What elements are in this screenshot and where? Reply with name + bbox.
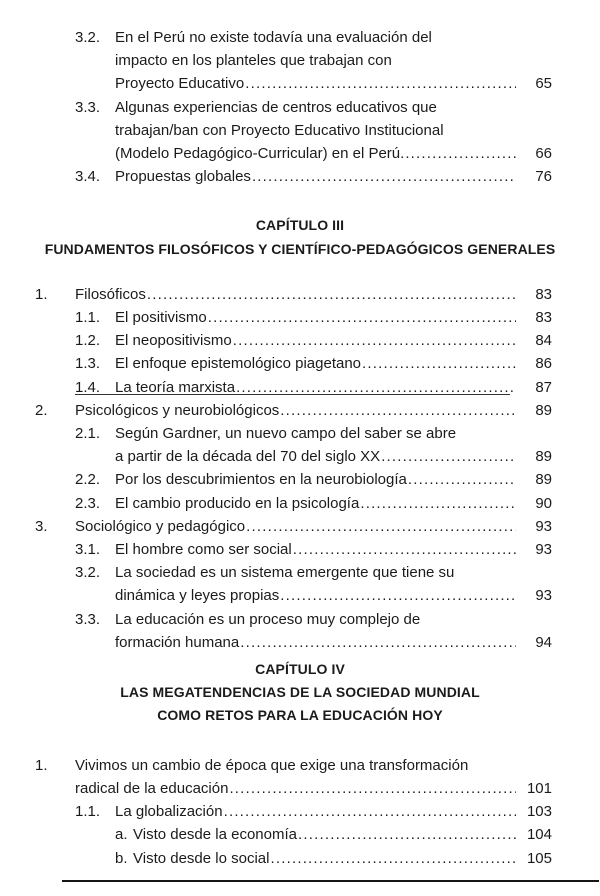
toc-entry-body <box>75 283 552 306</box>
chapter-subtitle-line: COMO RETOS PARA LA EDUCACIÓN HOY <box>157 707 443 724</box>
toc-entry-body <box>133 847 552 870</box>
toc-entry-body <box>115 538 552 561</box>
toc-entry-text: impacto en los planteles que trabajan con <box>115 52 392 70</box>
toc-entry-text: El hombre como ser social <box>115 541 292 559</box>
toc-entry <box>75 376 552 399</box>
toc-entry-lastline <box>115 445 552 468</box>
dot-leader <box>229 777 516 800</box>
toc-entry <box>75 561 552 607</box>
toc-entry-lastline <box>115 492 552 515</box>
toc-entry-text: Según Gardner, un nuevo campo del saber se abre <box>115 425 457 443</box>
toc-entry-text: El positivismo <box>115 309 207 327</box>
dot-leader <box>208 306 516 329</box>
toc-entry <box>75 492 552 515</box>
toc-entry <box>75 96 552 166</box>
toc-entry-lastline <box>115 72 552 95</box>
toc-entry-text: Propuestas globales <box>115 168 251 186</box>
toc-entry-number: 1. <box>35 756 48 774</box>
toc-entry-text: Psicológicos y neurobiológicos <box>75 401 280 419</box>
toc-entry-lastline <box>115 631 552 654</box>
toc-page-number: 103 <box>526 803 552 821</box>
toc-entry-text: El neopositivismo <box>115 332 232 350</box>
toc-entry-number: 1.2. <box>75 332 101 350</box>
toc-entry-text: (Modelo Pedagógico-Curricular) en el Perú. <box>115 145 405 163</box>
chapter-2-continuation-entries <box>35 26 552 188</box>
toc-entry <box>75 165 552 188</box>
chapter-4-heading <box>21 658 579 728</box>
toc-entry-text: formación humana <box>115 633 240 651</box>
toc-entry-body <box>115 352 552 375</box>
toc-entry-lastline <box>115 800 552 823</box>
toc-page-number: 76 <box>535 168 552 186</box>
toc-entry-number: 1.1. <box>75 803 101 821</box>
dot-leader <box>245 72 516 95</box>
toc-entry-number: 3.2. <box>75 29 101 46</box>
toc-entry-lastline <box>75 399 552 422</box>
toc-entry-number: 2.2. <box>75 471 101 489</box>
toc-entry-body <box>115 608 552 654</box>
toc-entry-body <box>115 800 552 823</box>
toc-entry-lastline <box>115 584 552 607</box>
toc-entry-text: La educación es un proceso muy complejo de <box>115 610 421 628</box>
toc-entry-number: 3.3. <box>75 610 101 628</box>
toc-page-number: 83 <box>535 309 552 327</box>
toc-entry-body <box>115 376 552 399</box>
toc-entry <box>115 823 552 846</box>
toc-entry-text: dinámica y leyes propias <box>115 587 280 605</box>
toc-entry-number: 3.1. <box>75 541 101 559</box>
toc-page-number: 89 <box>535 471 552 489</box>
toc-entry-number: 3.2. <box>75 564 101 582</box>
toc-entry-lastline <box>115 376 552 399</box>
toc-entry-number: b. <box>115 849 128 867</box>
toc-entry-number: 1. <box>35 285 48 303</box>
toc-entry-body <box>115 165 552 188</box>
toc-entry-lastline <box>115 165 552 188</box>
toc-entry-number: a. <box>115 826 128 844</box>
toc-entry <box>75 608 552 654</box>
dot-leader <box>298 823 516 846</box>
toc-entry-lastline <box>133 823 552 846</box>
toc-entry-body <box>115 468 552 491</box>
chapter-3-heading <box>21 214 579 260</box>
dot-leader <box>147 283 516 306</box>
toc-entry-number: 1.3. <box>75 355 101 373</box>
toc-entry-text: Visto desde lo social <box>133 849 270 867</box>
toc-page-number: 65 <box>535 75 552 93</box>
toc-content <box>35 26 556 870</box>
toc-entry-body <box>133 823 552 846</box>
toc-entry-body <box>75 754 552 800</box>
dot-leader <box>246 515 516 538</box>
dot-leader <box>405 142 516 165</box>
toc-entry-body <box>115 561 552 607</box>
toc-page-number: 89 <box>535 401 552 419</box>
toc-entry-number: 2.1. <box>75 425 101 443</box>
toc-page-number: 86 <box>535 355 552 373</box>
toc-entry-text: Por los descubrimientos en la neurobiología <box>115 471 407 489</box>
toc-entry-lastline <box>115 468 552 491</box>
toc-page-number: 94 <box>535 633 552 651</box>
dot-leader <box>233 329 516 352</box>
toc-entry-number: 2.3. <box>75 494 101 512</box>
toc-entry <box>35 754 552 800</box>
toc-entry-text: La teoría marxista <box>115 378 236 396</box>
dot-leader <box>280 584 516 607</box>
toc-entry <box>35 283 552 306</box>
toc-page-number: 93 <box>535 587 552 605</box>
toc-entry <box>35 399 552 422</box>
footer-rule <box>62 880 599 882</box>
toc-entry-text: En el Perú no existe todavía una evaluación del <box>115 29 432 46</box>
toc-entry <box>35 515 552 538</box>
chapter-subtitle-line: FUNDAMENTOS FILOSÓFICOS Y CIENTÍFICO-PEDAGÓGICOS GENERALES <box>44 240 556 257</box>
dot-leader <box>362 352 516 375</box>
toc-entry-text: trabajan/ban con Proyecto Educativo Institucional <box>115 121 444 139</box>
toc-entry-number: 3.3. <box>75 98 101 116</box>
toc-entry-text: Algunas experiencias de centros educativos que <box>115 98 437 116</box>
toc-entry-text: Filosóficos <box>75 285 146 303</box>
toc-page-number: 87 <box>535 378 552 396</box>
toc-page-number: 93 <box>535 541 552 559</box>
toc-entry <box>75 538 552 561</box>
toc-entry-body <box>115 26 552 96</box>
dot-leader <box>240 631 516 654</box>
toc-entry <box>75 468 552 491</box>
toc-entry-text: El enfoque epistemológico piagetano <box>115 355 362 373</box>
toc-entry-text: El cambio producido en la psicología <box>115 494 360 512</box>
toc-page-number: 93 <box>535 517 552 535</box>
toc-page-number: 84 <box>535 332 552 350</box>
toc-entry-body <box>75 399 552 422</box>
toc-entry-text: Visto desde la economía <box>133 826 297 844</box>
toc-entry-lastline <box>115 538 552 561</box>
chapter-4-entries <box>35 754 552 870</box>
dot-leader <box>360 492 516 515</box>
toc-entry-body <box>75 515 552 538</box>
toc-entry-lastline <box>115 352 552 375</box>
toc-entry-lastline <box>115 142 552 165</box>
toc-entry-text: Vivimos un cambio de época que exige una transformación <box>75 756 469 774</box>
toc-entry-lastline <box>133 847 552 870</box>
toc-entry-number: 1.4. <box>75 378 101 396</box>
dot-leader <box>252 165 516 188</box>
chapter-title: CAPÍTULO IV <box>255 661 345 678</box>
toc-page-number: 101 <box>526 779 552 797</box>
dot-leader <box>224 800 516 823</box>
dot-leader <box>408 468 516 491</box>
toc-entry-text: a partir de la década del 70 del siglo XX <box>115 448 381 466</box>
toc-entry-text: Sociológico y pedagógico <box>75 517 246 535</box>
toc-entry-number: 1.1. <box>75 309 101 327</box>
dot-leader <box>381 445 516 468</box>
toc-entry-lastline <box>75 515 552 538</box>
toc-entry-body <box>115 492 552 515</box>
toc-entry-text: La globalización <box>115 803 223 821</box>
toc-entry-number: 3.4. <box>75 168 101 186</box>
toc-page-number: 104 <box>526 826 552 844</box>
toc-entry-body <box>115 96 552 166</box>
toc-entry-text: radical de la educación <box>75 779 229 797</box>
toc-entry-body <box>115 306 552 329</box>
toc-entry-number: 2. <box>35 401 48 419</box>
toc-entry <box>75 800 552 823</box>
toc-entry <box>75 306 552 329</box>
toc-page-number: 105 <box>526 849 552 867</box>
chapter-title: CAPÍTULO III <box>255 217 345 234</box>
toc-entry <box>75 422 552 468</box>
toc-page-number: 90 <box>535 494 552 512</box>
toc-entry <box>115 847 552 870</box>
toc-entry-text: La sociedad es un sistema emergente que tiene su <box>115 564 455 582</box>
toc-entry-lastline <box>75 283 552 306</box>
toc-entry <box>75 26 552 96</box>
dot-leader <box>270 847 516 870</box>
toc-page-number: 83 <box>535 285 552 303</box>
dot-leader <box>236 376 516 399</box>
dot-leader <box>293 538 516 561</box>
toc-entry-number: 3. <box>35 517 48 535</box>
toc-entry-lastline <box>115 306 552 329</box>
toc-entry <box>75 352 552 375</box>
dot-leader <box>280 399 516 422</box>
chapter-3-entries <box>35 283 552 654</box>
toc-entry-text: Proyecto Educativo <box>115 75 245 93</box>
toc-entry-body <box>115 329 552 352</box>
toc-page-number: 66 <box>535 145 552 163</box>
toc-entry-lastline <box>75 777 552 800</box>
toc-entry-body <box>115 422 552 468</box>
chapter-subtitle-line: LAS MEGATENDENCIAS DE LA SOCIEDAD MUNDIAL <box>120 684 480 701</box>
toc-entry <box>75 329 552 352</box>
toc-page-number: 89 <box>535 448 552 466</box>
toc-entry-lastline <box>115 329 552 352</box>
